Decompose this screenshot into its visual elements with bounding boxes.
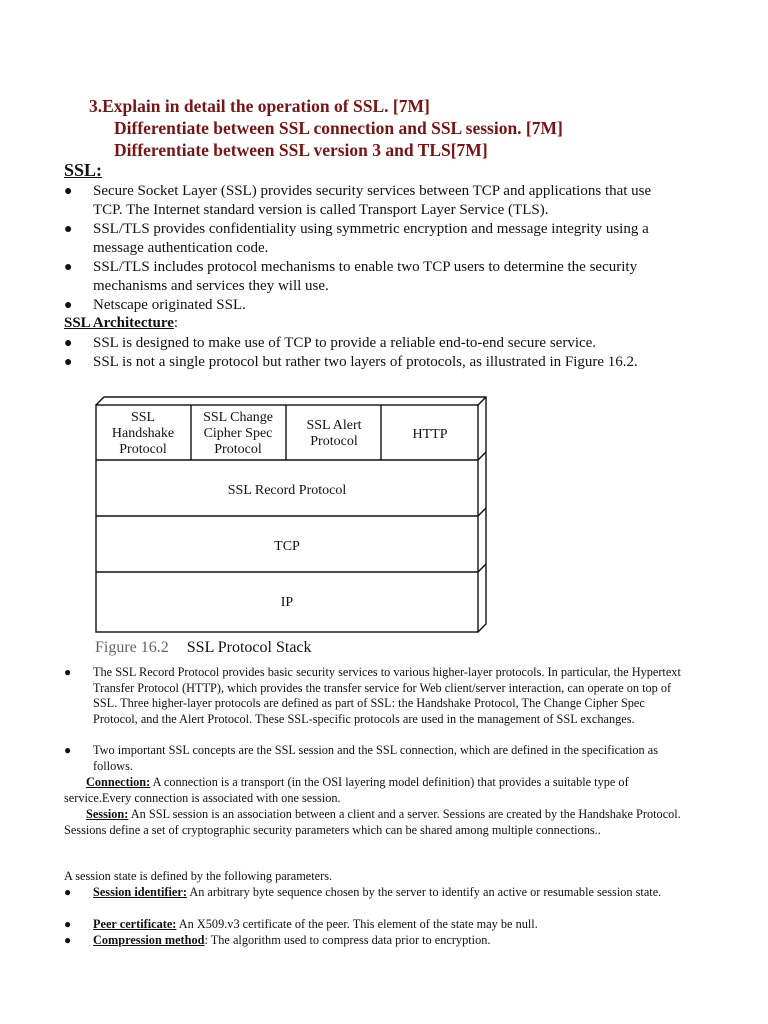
param-desc: : The algorithm used to compress data prior to encryption. — [204, 933, 491, 947]
bullet-icon: ● — [64, 222, 73, 237]
connection-term: Connection: — [86, 775, 151, 789]
bullet-text: SSL/TLS includes protocol mechanisms to enable two TCP users to determine the security mechanisms and services they will use. — [93, 259, 638, 294]
http-label: HTTP — [412, 427, 448, 442]
bullet-icon: ● — [64, 933, 72, 947]
alert-line-1: SSL Alert — [306, 418, 362, 433]
question-2: Differentiate between SSL connection and SSL session. [7M] — [114, 118, 563, 138]
ssl-heading: SSL: — [64, 160, 103, 180]
figure-caption — [95, 639, 312, 657]
session-definition — [64, 807, 684, 838]
figure-title: SSL Protocol Stack — [186, 639, 312, 656]
figure-depth-line — [478, 564, 486, 572]
state-param — [64, 885, 684, 901]
bullet-icon: ● — [64, 743, 72, 757]
bullet-icon: ● — [64, 336, 73, 351]
handshake-line-3: Protocol — [119, 442, 167, 457]
figure-depth-line — [478, 452, 486, 460]
bullet-text: SSL is designed to make use of TCP to provide a reliable end-to-end secure service. — [93, 335, 597, 351]
bullet-text: Secure Socket Layer (SSL) provides security services between TCP and applications that use TCP. The Internet standard version is called Transport Layer Service (TLS). — [93, 183, 652, 218]
question-3: Differentiate between SSL version 3 and TLS[7M] — [114, 140, 488, 160]
param-desc: An arbitrary byte sequence chosen by the server to identify an active or resumable session state. — [186, 885, 662, 899]
figure-depth-line — [478, 508, 486, 516]
param-term: Peer certificate: — [93, 917, 177, 931]
bullet-text: Two important SSL concepts are the SSL session and the SSL connection, which are defined in the specification as follows. — [93, 743, 659, 773]
session-text: An SSL session is an association between a client and a server. Sessions are created by the Handshake Protocol. Sessions define a set of cryptographic security parameters which can be shared among multiple connections.. — [64, 807, 681, 837]
architecture-colon: : — [173, 315, 179, 331]
bullet-text: Netscape originated SSL. — [93, 297, 246, 313]
alert-line-2: Protocol — [310, 434, 358, 449]
body-bullet — [64, 665, 684, 727]
bullet-icon: ● — [64, 665, 72, 679]
param-term: Compression method — [93, 933, 205, 947]
change-cipher-line-1: SSL Change — [203, 410, 273, 425]
state-param — [64, 933, 684, 949]
figure-number: Figure 16.2 — [95, 639, 169, 656]
bullet-icon: ● — [64, 917, 72, 931]
connection-text: A connection is a transport (in the OSI layering model definition) that provides a suitable type of service.Every connection is associated with one session. — [64, 775, 629, 805]
state-intro: A session state is defined by the following parameters. — [64, 869, 333, 883]
change-cipher-line-3: Protocol — [214, 442, 262, 457]
param-text — [93, 933, 684, 949]
tcp-label: TCP — [274, 539, 300, 554]
param-text — [93, 885, 684, 901]
bullet-icon: ● — [64, 184, 73, 199]
param-text — [93, 917, 684, 933]
ssl-record-label: SSL Record Protocol — [227, 483, 347, 498]
state-param — [64, 917, 684, 933]
question-1: 3.Explain in detail the operation of SSL. [7M] — [89, 96, 430, 116]
connection-definition — [64, 775, 684, 806]
bullet-icon: ● — [64, 355, 73, 370]
ip-label: IP — [280, 595, 294, 610]
change-cipher-line-2: Cipher Spec — [203, 426, 273, 441]
handshake-line-2: Handshake — [111, 426, 175, 441]
bullet-text: SSL/TLS provides confidentiality using symmetric encryption and message integrity using a message authentication code. — [93, 221, 649, 256]
param-desc: An X509.v3 certificate of the peer. This element of the state may be null. — [176, 917, 538, 931]
architecture-title: SSL Architecture — [64, 315, 174, 331]
param-term: Session identifier: — [93, 885, 187, 899]
handshake-line-1: SSL — [130, 410, 156, 425]
body-bullet — [64, 743, 684, 774]
bullet-text: The SSL Record Protocol provides basic security services to various higher-layer protocols. In particular, the Hypertext Transfer Protocol (HTTP), which provides the transfer service for Web client/server interaction, can operate on top of SSL. Three higher-layer protocols are defined as part of SSL: the Handshake Protocol, The Change Cipher Spec Protocol, and the Alert Protocol. These SSL-specific protocols are used in the management of SSL exchanges. — [93, 665, 681, 726]
bullet-text: SSL is not a single protocol but rather two layers of protocols, as illustrated in Figure 16.2. — [93, 354, 638, 370]
session-term: Session: — [86, 807, 129, 821]
bullet-icon: ● — [64, 298, 73, 313]
bullet-icon: ● — [64, 885, 72, 899]
bullet-icon: ● — [64, 260, 73, 275]
figure-depth-corner — [478, 397, 486, 405]
